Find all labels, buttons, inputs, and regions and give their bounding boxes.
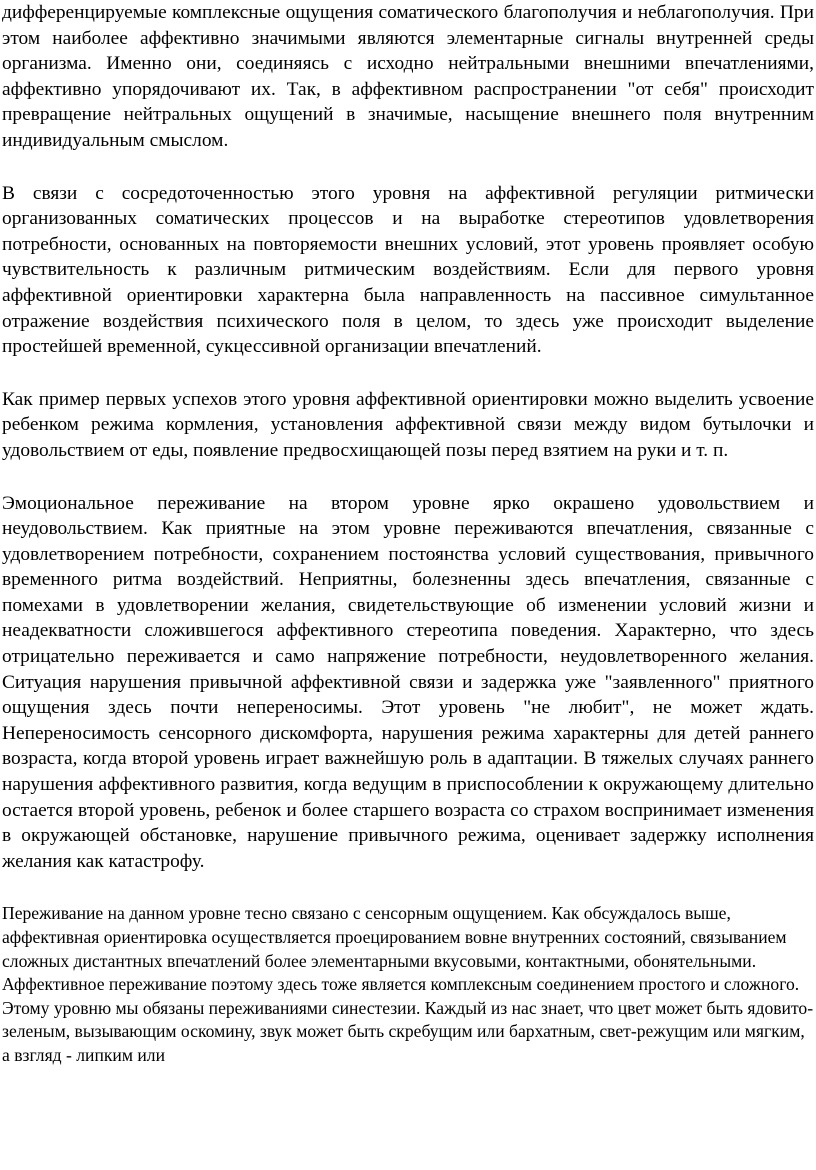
paragraph-3: Как пример первых успехов этого уровня аффективной ориентировки можно выделить усвоение ребенком режима кормления, установления аффективной связи между видом бутылочки и удовольствием от еды, появление предвосхищающей позы перед взятием на руки и т. п. [2, 388, 814, 461]
paragraph-5: Переживание на данном уровне тесно связано с сенсорным ощущением. Как обсуждалось выше, аффективная ориентировка осуществляется проецированием вовне внутренних состояний, связыванием сложных дистантных впечатлений более элементарными вкусовыми, контактными, обонятельными. Аффективное переживание поэтому здесь тоже является комплексным соединением простого и сложного. Этому уровню мы обязаны переживаниями синестезии. Каждый из нас знает, что цвет может быть ядовито-зеленым, вызывающим оскомину, звук может быть скребущим или бархатным, свет-режущим или мягким, а взгляд - липким или [2, 903, 814, 1065]
paragraph-4: Эмоциональное переживание на втором уровне ярко окрашено удовольствием и неудовольствием. Как приятные на этом уровне переживаются впечатления, связанные с удовлетворением потребности, сохранением постоянства условий существования, привычного временного ритма воздействий. Неприятны, болезненны здесь впечатления, связанные с помехами в удовлетворении желания, свидетельствующие об изменении условий жизни и неадекватности сложившегося аффективного стереотипа поведения. Характерно, что здесь отрицательно переживается и само напряжение потребности, неудовлетворенного желания. Ситуация нарушения привычной аффективной связи и задержка уже "заявленного" приятного ощущения здесь почти непереносимы. Этот уровень "не любит", не может ждать. Непереносимость сенсорного дискомфорта, нарушения режима характерны для детей раннего возраста, когда второй уровень играет важнейшую роль в адаптации. В тяжелых случаях раннего нарушения аффективного развития, когда ведущим в приспособлении к окружающему длительно остается второй уровень, ребенок и более старшего возраста со страхом воспринимает изменения в окружающей обстановке, нарушение привычного режима, оценивает задержку исполнения желания как катастрофу. [2, 492, 814, 872]
paragraph-1: дифференцируемые комплексные ощущения соматического благополучия и неблагополучия. При этом наиболее аффективно значимыми являются элементарные сигналы внутренней среды организма. Именно они, соединяясь с исходно нейтральными внешними впечатлениями, аффективно упорядочивают их. Так, в аффективном распространении "от себя" происходит превращение нейтральных ощущений в значимые, насыщение внешнего поля внутренним индивидуальным смыслом. [2, 2, 814, 151]
paragraph-2: В связи с сосредоточенностью этого уровня на аффективной регуляции ритмически организованных соматических процессов и на выработке стереотипов удовлетворения потребности, основанных на повторяемости внешних условий, этот уровень проявляет особую чувствительность к различным ритмическим воздействиям. Если для первого уровня аффективной ориентировки характерна была направленность на пассивное симультанное отражение воздействия психического поля в целом, то здесь уже происходит выделение простейшей временной, сукцессивной организации впечатлений. [2, 182, 814, 358]
